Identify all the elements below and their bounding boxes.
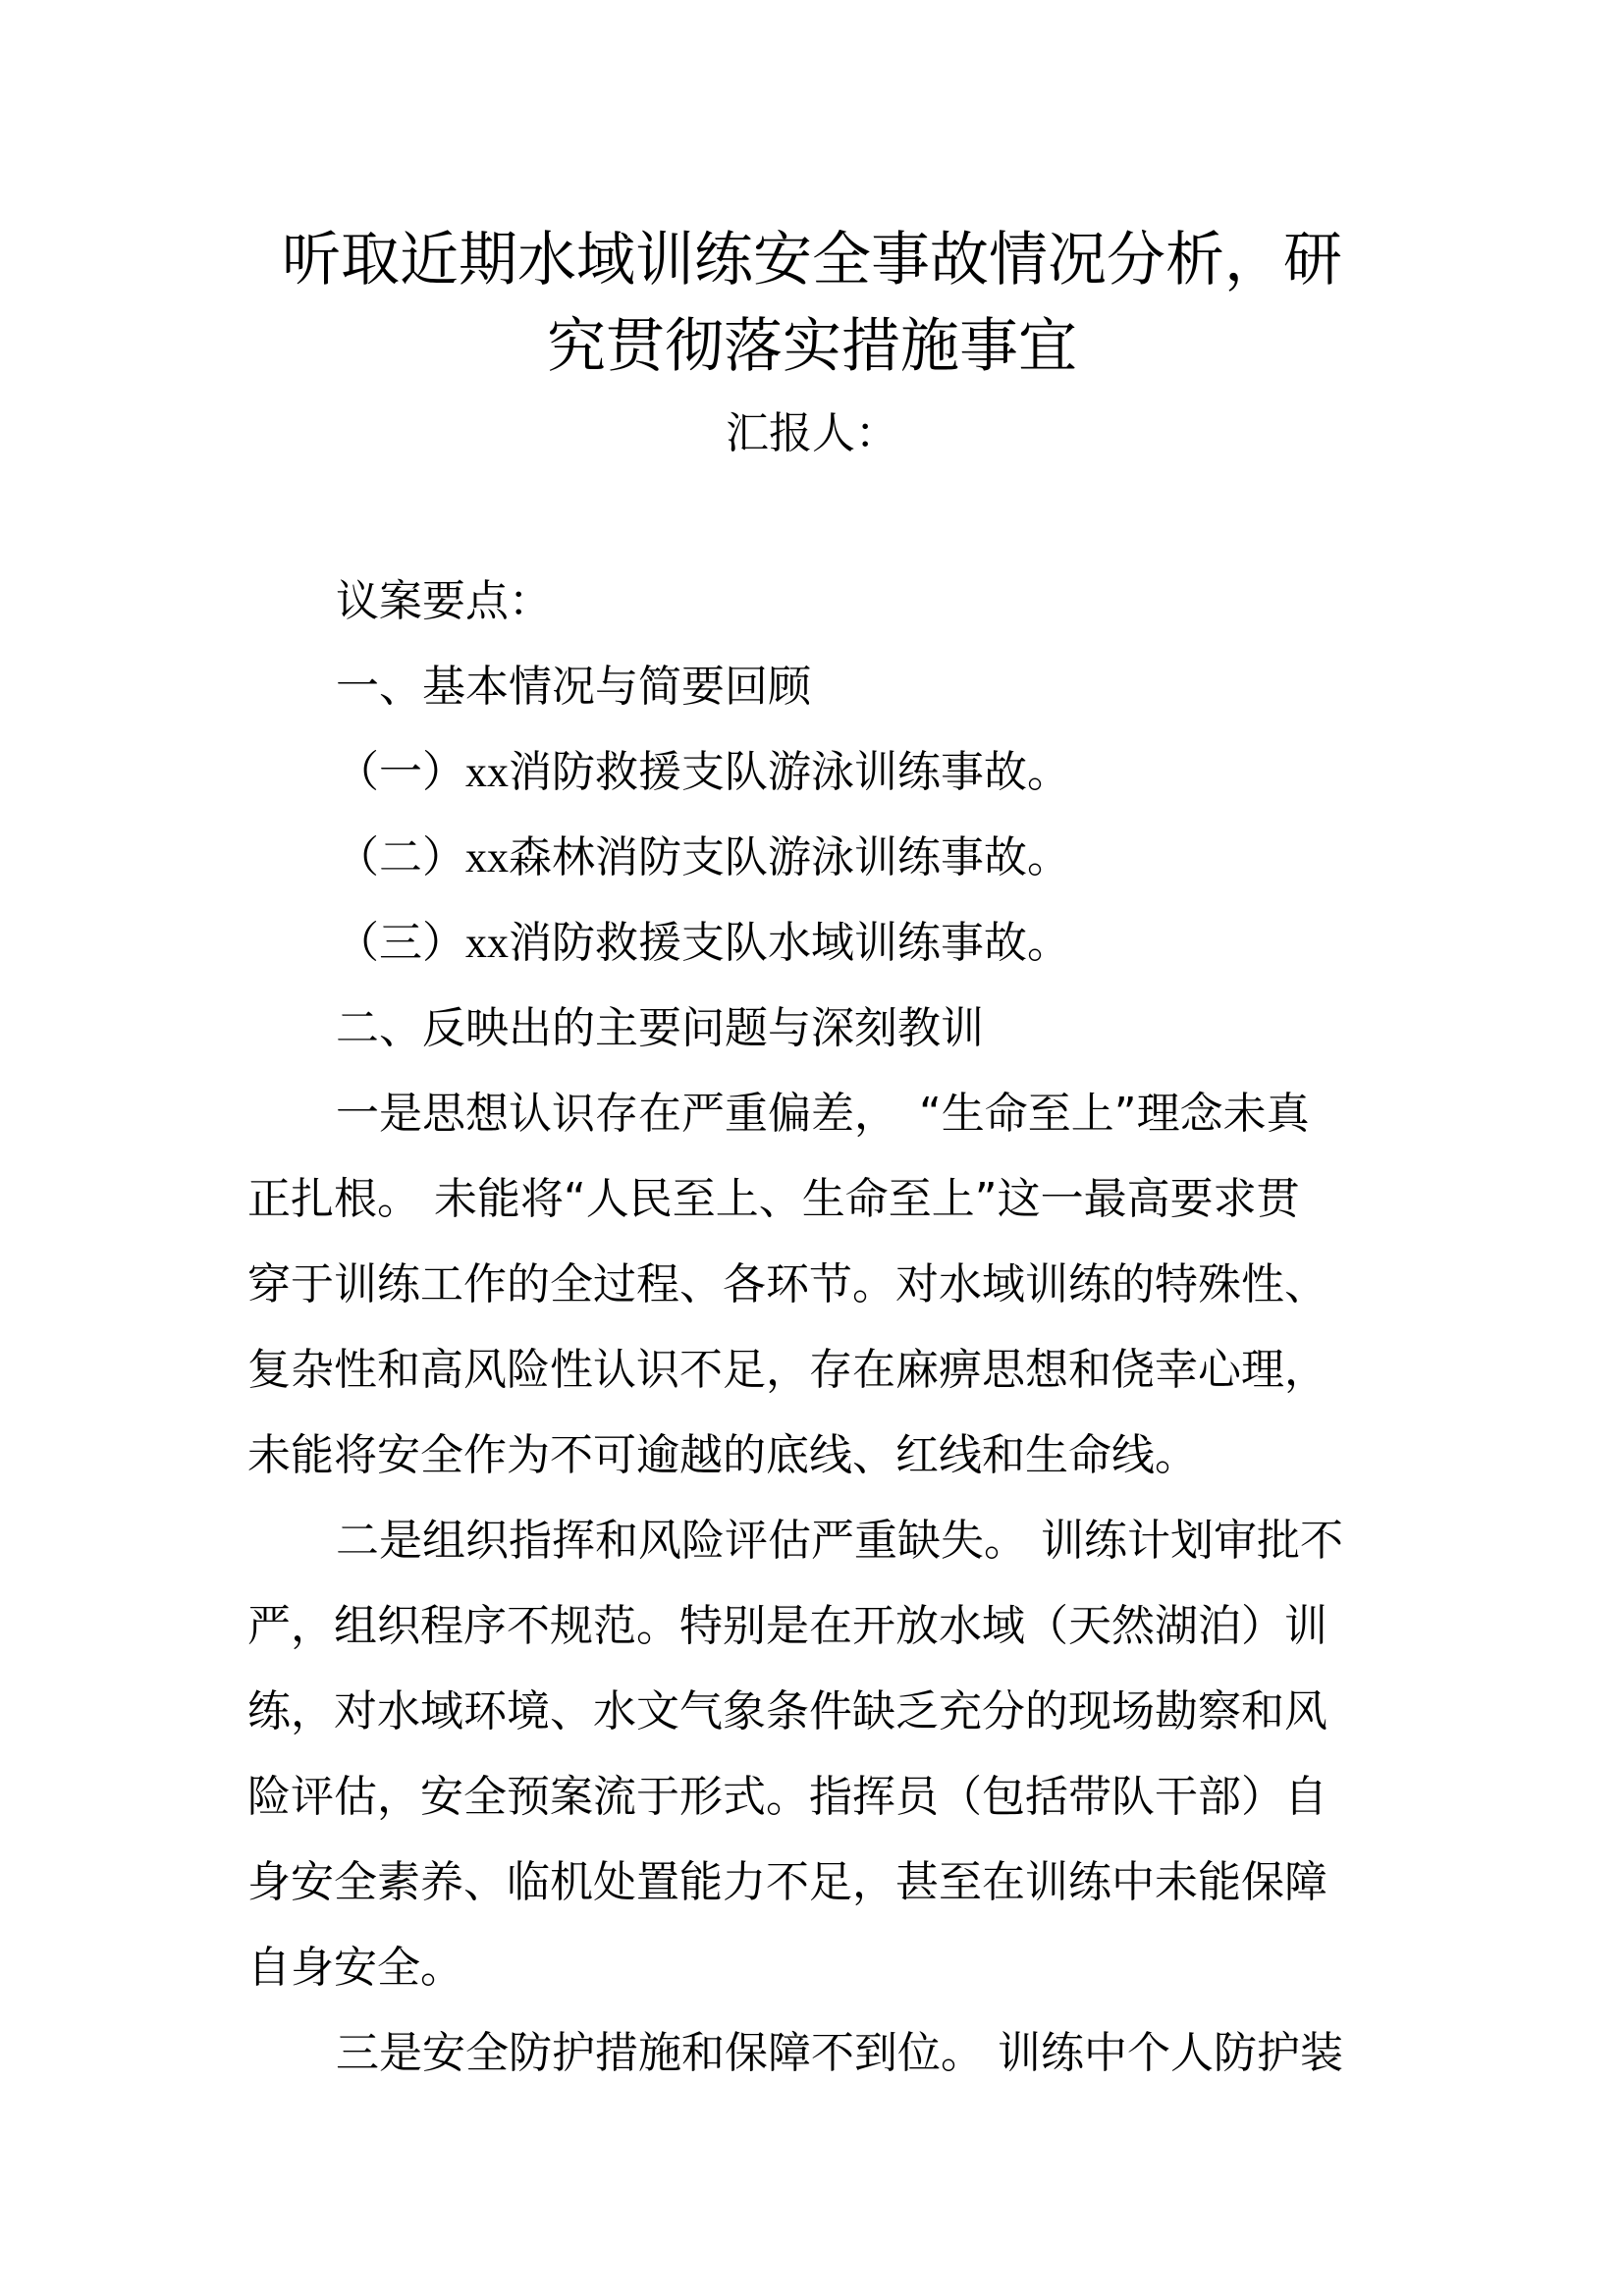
item-number: （一） [336, 747, 465, 797]
item-text: 消防救援支队游泳训练事故。 [509, 747, 1070, 797]
paragraph2-line: 严，组织程序不规范。特别是在开放水域（天然湖泊）训 [247, 1601, 1327, 1651]
item-prefix: xx [465, 748, 509, 796]
item-text: 消防救援支队水域训练事故。 [509, 918, 1070, 968]
item-prefix: xx [465, 919, 509, 967]
agenda-heading: 议案要点： [336, 576, 552, 626]
paragraph2-line: 自身安全。 [247, 1943, 463, 1993]
item-number: （三） [336, 918, 465, 968]
paragraph2-line: 身安全素养、临机处置能力不足，甚至在训练中未能保障 [247, 1857, 1327, 1907]
document-title-line-1: 听取近期水域训练安全事故情况分析，研 [282, 226, 1342, 294]
paragraph1-line: 未能将安全作为不可逾越的底线、红线和生命线。 [247, 1430, 1198, 1480]
section2-heading: 二、反映出的主要问题与深刻教训 [336, 1003, 984, 1053]
section1-item [336, 828, 1070, 887]
paragraph2-line: 练，对水域环境、水文气象条件缺乏充分的现场勘察和风 [247, 1686, 1327, 1736]
paragraph2-line: 二是组织指挥和风险评估严重缺失。 训练计划审批不 [336, 1516, 1343, 1566]
item-prefix: xx [465, 833, 509, 881]
paragraph1-line: 一是思想认识存在严重偏差， “生命至上”理念未真 [336, 1089, 1310, 1139]
section1-item [336, 914, 1070, 973]
paragraph1-line: 复杂性和高风险性认识不足，存在麻痹思想和侥幸心理， [247, 1345, 1327, 1395]
paragraph1-line: 正扎根。 未能将“人民至上、生命至上”这一最高要求贯 [247, 1174, 1300, 1224]
paragraph3-line: 三是安全防护措施和保障不到位。 训练中个人防护装 [336, 2028, 1343, 2078]
section1-item [336, 743, 1070, 802]
section1-heading: 一、基本情况与简要回顾 [336, 662, 811, 712]
paragraph2-line: 险评估，安全预案流于形式。指挥员（包括带队干部）自 [247, 1772, 1327, 1822]
reporter-label: 汇报人： [726, 408, 898, 458]
document-title-line-2: 究贯彻落实措施事宜 [547, 312, 1077, 381]
item-number: （二） [336, 832, 465, 882]
item-text: 森林消防支队游泳训练事故。 [509, 832, 1070, 882]
paragraph1-line: 穿于训练工作的全过程、各环节。对水域训练的特殊性、 [247, 1259, 1327, 1309]
